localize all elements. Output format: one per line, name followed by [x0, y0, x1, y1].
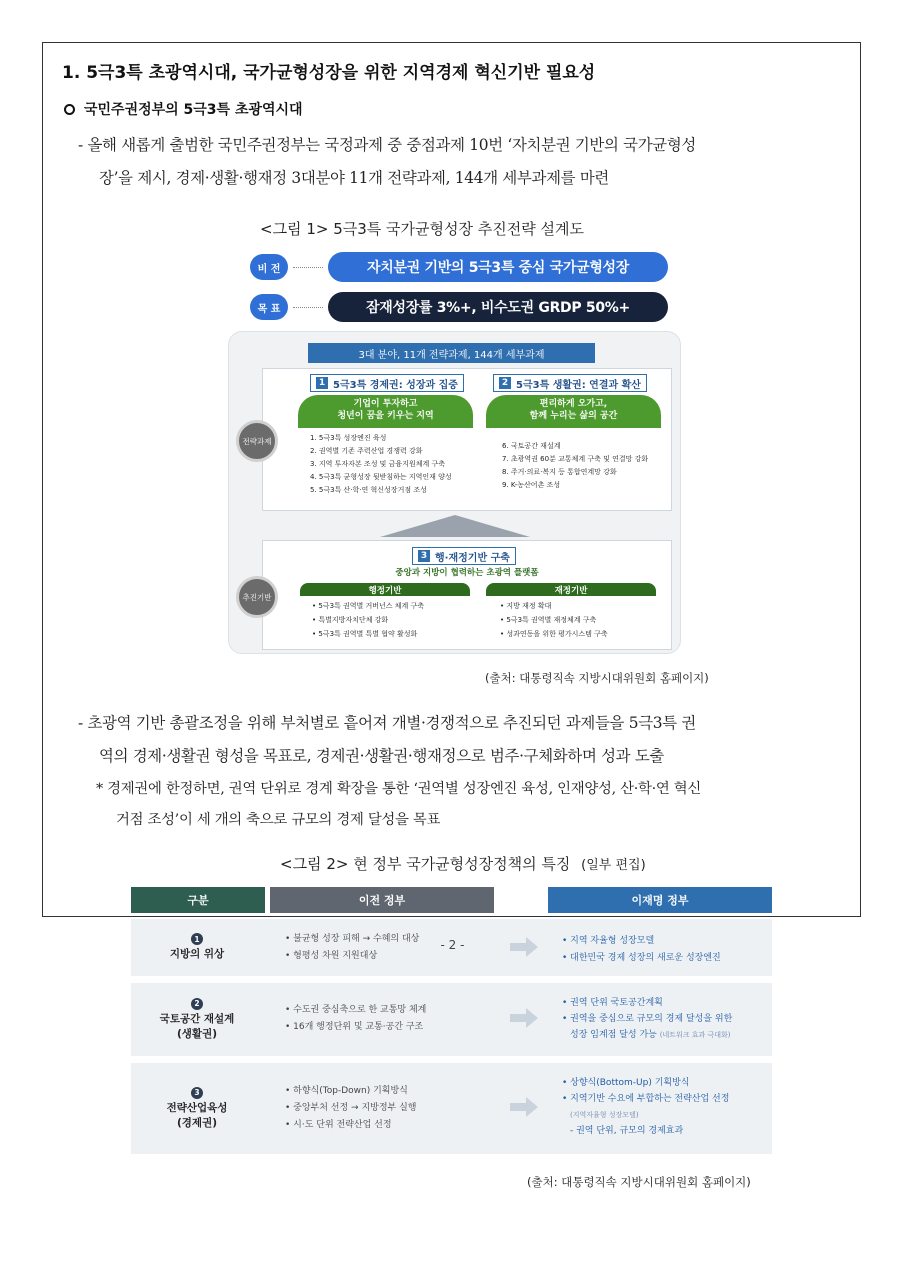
current-item: • 대한민국 경제 성장의 새로운 성장엔진	[562, 953, 721, 963]
section-1-task-list	[310, 432, 452, 497]
task-item: • 5극3특 권역별 특별 협약 활성화	[312, 630, 418, 638]
section-3-number: 3	[418, 550, 430, 562]
figure-2-source: (출처: 대통령직속 지방시대위원회 홈페이지)	[527, 1175, 751, 1189]
task-item: 6. 국토공간 재설계	[502, 442, 561, 450]
section-1-banner: 기업이 투자하고 청년이 꿈을 키우는 지역	[298, 395, 473, 428]
previous-item: • 형평성 차원 지원대상	[285, 951, 378, 961]
strategy-side-label: 전략과제	[236, 420, 278, 462]
goal-label: 목 표	[250, 294, 288, 320]
previous-item: • 시·도 단위 전략산업 선정	[285, 1120, 392, 1130]
task-item: 3. 지역 투자자본 조성 및 금융지원체계 구축	[310, 460, 445, 468]
section-2-title-text: 5극3특 생활권: 연결과 확산	[516, 379, 641, 391]
task-item: • 특별지방자치단체 강화	[312, 616, 389, 624]
vision-label: 비 전	[250, 254, 288, 280]
section-1-title-text: 5극3특 경제권: 성장과 집중	[333, 379, 458, 391]
current-item: - 권역 단위, 규모의 경제효과	[570, 1126, 684, 1136]
row-label-text: 국토공간 재설계	[159, 1012, 235, 1025]
task-item: 1. 5극3특 성장엔진 육성	[310, 434, 387, 442]
strategy-header: 3대 분야, 11개 전략과제, 144개 세부과제	[308, 343, 595, 363]
task-item: 2. 권역별 기존 주력산업 경쟁력 강화	[310, 447, 423, 455]
previous-item: • 수도권 중심축으로 한 교통망 체계	[285, 1005, 427, 1015]
row-current	[562, 995, 732, 1043]
current-item-note: (지역자율형 성장모델)	[570, 1111, 639, 1119]
current-item: • 권역을 중심으로 규모의 경제 달성을 위한	[562, 1014, 733, 1024]
row-previous	[285, 1083, 416, 1134]
task-item: • 지방 재정 확대	[500, 602, 552, 610]
base-side-label: 추진기반	[236, 576, 278, 618]
section-3-subtitle: 중앙과 지방이 협력하는 초광역 플랫폼	[395, 568, 539, 578]
upward-arrow-icon	[380, 515, 530, 537]
task-item: • 5극3특 권역별 재정체계 구축	[500, 616, 597, 624]
admin-base-list	[312, 599, 424, 641]
dotted-connector	[293, 307, 323, 308]
row-number-icon: 2	[191, 998, 203, 1010]
goal-text: 잠재성장률 3%+, 비수도권 GRDP 50%+	[328, 292, 668, 322]
section-heading: 1. 5극3특 초광역시대, 국가균형성장을 위한 지역경제 혁신기반 필요성	[62, 63, 596, 83]
section-1-title	[310, 374, 464, 392]
section-2-task-list	[502, 440, 648, 492]
fiscal-base-title: 재정기반	[486, 583, 656, 596]
paragraph-1-line-1: - 올해 새롭게 출범한 국민주권정부는 국정과제 중 중점과제 10번 ‘자치분권 기반의 국가균형성	[78, 136, 696, 154]
figure-2-caption-text: <그림 2> 현 정부 국가균형성장정책의 특징	[280, 855, 571, 873]
note-line-2: 거점 조성’이 세 개의 축으로 규모의 경제 달성을 목표	[116, 812, 441, 828]
table-header-current: 이재명 정부	[548, 887, 772, 913]
row-current	[562, 1075, 729, 1139]
current-item-note: (네트워크 효과 극대화)	[659, 1031, 731, 1039]
task-item: 5. 5극3특 산·학·연 혁신성장거점 조성	[310, 486, 427, 494]
section-3-title	[412, 547, 516, 565]
goal-row	[250, 292, 668, 322]
row-previous	[285, 1002, 426, 1036]
subsection-heading-text: 국민주권정부의 5극3특 초광역시대	[84, 102, 303, 118]
vision-row	[250, 252, 668, 282]
section-2-banner: 편리하게 오가고, 함께 누리는 삶의 공간	[486, 395, 661, 428]
admin-base-title: 행정기반	[300, 583, 470, 596]
table-header-category: 구분	[131, 887, 265, 913]
vision-text: 자치분권 기반의 5극3특 중심 국가균형성장	[328, 252, 668, 282]
right-arrow-icon	[510, 1008, 538, 1028]
dotted-connector	[293, 267, 323, 268]
current-item: • 지역 자율형 성장모델	[562, 936, 655, 946]
row-number-icon: 3	[191, 1087, 203, 1099]
section-2-title	[493, 374, 647, 392]
page-number: - 2 -	[440, 938, 465, 952]
previous-item: • 불균형 성장 피해 → 수혜의 대상	[285, 934, 420, 944]
paragraph-2-line-2: 역의 경제·생활권 형성을 목표로, 경제권·생활권·행재정으로 범주·구체화하며 성과 도출	[99, 747, 664, 765]
row-label-text: 지방의 위상	[169, 948, 225, 960]
subsection-heading	[64, 99, 303, 119]
section-3-title-text: 행·재정기반 구축	[435, 552, 510, 564]
row-label-text: 전략산업육성	[166, 1101, 228, 1114]
right-arrow-icon	[510, 1097, 538, 1117]
current-item: • 상향식(Bottom-Up) 기획방식	[562, 1078, 690, 1088]
note-line-1: * 경제권에 한정하면, 권역 단위로 경계 확장을 통한 ‘권역별 성장엔진 육성, 인재양성, 산·학·연 혁신	[96, 781, 701, 797]
row-number-icon: 1	[191, 933, 203, 945]
figure-1-source: (출처: 대통령직속 지방시대위원회 홈페이지)	[485, 671, 709, 685]
task-item: 9. K-농산어촌 조성	[502, 481, 561, 489]
figure-2-caption-note: (일부 편집)	[581, 858, 646, 873]
row-label-sub: (생활권)	[176, 1027, 218, 1040]
previous-item: • 중앙부처 선정 → 지방정부 실행	[285, 1103, 417, 1113]
table-header-previous: 이전 정부	[270, 887, 494, 913]
task-item: • 5극3특 권역별 거버넌스 체계 구축	[312, 602, 425, 610]
current-item: • 권역 단위 국토공간계획	[562, 998, 663, 1008]
section-2-number: 2	[499, 377, 511, 389]
task-item: 8. 주거·의료·복지 등 통합연계망 강화	[502, 468, 617, 476]
paragraph-2-line-1: - 초광역 기반 총괄조정을 위해 부처별로 흩어져 개별·경쟁적으로 추진되던 과제들을 5극3특 권	[78, 714, 696, 732]
hollow-circle-icon	[64, 104, 75, 115]
previous-item: • 하향식(Top-Down) 기획방식	[285, 1086, 408, 1096]
task-item: 4. 5극3특 균형성장 뒷받침하는 지역인재 양성	[310, 473, 452, 481]
figure-2-caption	[280, 853, 646, 874]
current-item	[562, 1027, 732, 1043]
row-label	[131, 983, 263, 1056]
figure-1-caption: <그림 1> 5극3특 국가균형성장 추진전략 설계도	[260, 220, 584, 238]
paragraph-1-line-2: 장’을 제시, 경제·생활·행재정 3대분야 11개 전략과제, 144개 세부과제를 마련	[99, 169, 609, 187]
task-item: 7. 초광역권 60분 교통체계 구축 및 연결망 강화	[502, 455, 649, 463]
fiscal-base-list	[500, 599, 608, 641]
current-item-text: 성장 임계점 달성 가능	[570, 1030, 657, 1040]
row-label	[131, 1063, 263, 1154]
row-label-sub: (경제권)	[176, 1116, 218, 1129]
section-1-number: 1	[316, 377, 328, 389]
current-item: • 지역기반 수요에 부합하는 전략산업 선정	[562, 1094, 730, 1104]
task-item: • 성과연동을 위한 평가시스템 구축	[500, 630, 608, 638]
previous-item: • 16개 행정단위 및 교통·공간 구조	[285, 1022, 424, 1032]
